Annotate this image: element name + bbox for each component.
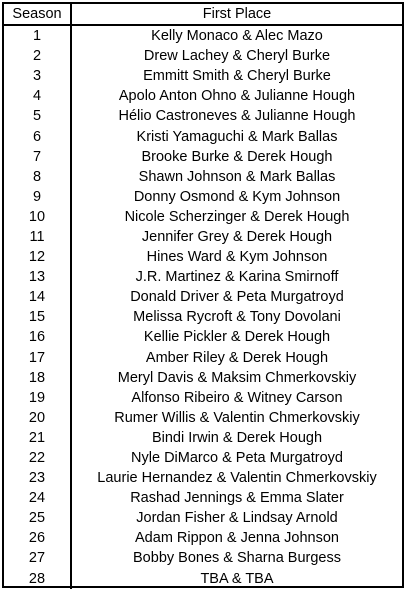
season-cell: 23: [4, 468, 71, 488]
season-cell: 24: [4, 488, 71, 508]
season-cell: 21: [4, 428, 71, 448]
season-cell: 13: [4, 267, 71, 287]
season-cell: 28: [4, 569, 71, 589]
table-row: [4, 428, 402, 448]
first-place-cell: Rumer Willis & Valentin Chmerkovskiy: [114, 409, 360, 426]
season-cell: 10: [4, 207, 71, 227]
table-row: [4, 548, 402, 568]
table-row: [4, 227, 402, 247]
first-place-cell: Hélio Castroneves & Julianne Hough: [118, 108, 356, 125]
table-row: [4, 126, 402, 146]
winners-table: [4, 4, 402, 589]
first-place-cell: Donny Osmond & Kym Johnson: [133, 188, 341, 205]
table-row: [4, 368, 402, 388]
table-row: [4, 46, 402, 66]
season-cell: 27: [4, 548, 71, 568]
table-row: [4, 106, 402, 126]
first-place-column-header: First Place: [71, 4, 402, 25]
table-row: [4, 25, 402, 46]
first-place-cell: J.R. Martinez & Karina Smirnoff: [135, 269, 339, 286]
first-place-cell: Amber Riley & Derek Hough: [145, 349, 329, 366]
table-row: [4, 207, 402, 227]
table-row: [4, 408, 402, 428]
season-cell: 19: [4, 388, 71, 408]
season-cell: 20: [4, 408, 71, 428]
season-cell: 2: [4, 46, 71, 66]
table-row: [4, 147, 402, 167]
table-row: [4, 247, 402, 267]
season-cell: 12: [4, 247, 71, 267]
table-row: [4, 468, 402, 488]
season-cell: 7: [4, 147, 71, 167]
first-place-cell: Alfonso Ribeiro & Witney Carson: [131, 389, 343, 406]
first-place-cell: Melissa Rycroft & Tony Dovolani: [133, 309, 341, 326]
first-place-cell: Meryl Davis & Maksim Chmerkovskiy: [117, 369, 357, 386]
first-place-cell: Donald Driver & Peta Murgatroyd: [130, 289, 344, 306]
table-row: [4, 86, 402, 106]
table-row: [4, 307, 402, 327]
season-cell: 18: [4, 368, 71, 388]
table-row: [4, 187, 402, 207]
first-place-cell: Laurie Hernandez & Valentin Chmerkovskiy: [97, 470, 377, 487]
table-row: [4, 287, 402, 307]
season-cell: 6: [4, 126, 71, 146]
table-row: [4, 569, 402, 589]
first-place-cell: Adam Rippon & Jenna Johnson: [135, 530, 339, 547]
first-place-cell: Bindi Irwin & Derek Hough: [151, 429, 323, 446]
first-place-cell: Jennifer Grey & Derek Hough: [141, 228, 333, 245]
table-header: [4, 4, 402, 25]
table-row: [4, 448, 402, 468]
first-place-cell: Emmitt Smith & Cheryl Burke: [143, 68, 331, 85]
first-place-cell: Rashad Jennings & Emma Slater: [130, 490, 344, 507]
table-row: [4, 167, 402, 187]
season-cell: 4: [4, 86, 71, 106]
season-cell: 11: [4, 227, 71, 247]
table-row: [4, 508, 402, 528]
first-place-cell: Drew Lachey & Cheryl Burke: [143, 48, 331, 65]
table-row: [4, 267, 402, 287]
first-place-cell: Nyle DiMarco & Peta Murgatroyd: [131, 450, 343, 467]
table-row: [4, 348, 402, 368]
first-place-cell: Brooke Burke & Derek Hough: [141, 148, 333, 165]
season-cell: 8: [4, 167, 71, 187]
season-cell: 14: [4, 287, 71, 307]
first-place-cell: TBA & TBA: [200, 570, 274, 587]
season-column-header: Season: [4, 4, 71, 25]
season-cell: 26: [4, 528, 71, 548]
first-place-cell: Kristi Yamaguchi & Mark Ballas: [136, 128, 338, 145]
first-place-cell: Hines Ward & Kym Johnson: [146, 249, 328, 266]
season-cell: 5: [4, 106, 71, 126]
table-row: [4, 488, 402, 508]
season-cell: 1: [4, 25, 71, 46]
first-place-cell: Nicole Scherzinger & Derek Hough: [124, 208, 350, 225]
table-row: [4, 66, 402, 86]
header-row: [4, 4, 402, 25]
season-cell: 9: [4, 187, 71, 207]
first-place-cell: Kelly Monaco & Alec Mazo: [151, 28, 323, 45]
season-cell: 17: [4, 348, 71, 368]
season-cell: 3: [4, 66, 71, 86]
table-row: [4, 388, 402, 408]
first-place-cell: Kellie Pickler & Derek Hough: [143, 329, 331, 346]
first-place-cell: Apolo Anton Ohno & Julianne Hough: [118, 88, 356, 105]
season-cell: 15: [4, 307, 71, 327]
table-body: [4, 25, 402, 589]
winners-table-frame: [2, 2, 404, 588]
first-place-cell: Jordan Fisher & Lindsay Arnold: [136, 510, 338, 527]
first-place-cell: Shawn Johnson & Mark Ballas: [138, 168, 336, 185]
season-cell: 25: [4, 508, 71, 528]
table-row: [4, 327, 402, 347]
first-place-cell: Bobby Bones & Sharna Burgess: [133, 550, 341, 567]
table-row: [4, 528, 402, 548]
season-cell: 16: [4, 327, 71, 347]
season-cell: 22: [4, 448, 71, 468]
